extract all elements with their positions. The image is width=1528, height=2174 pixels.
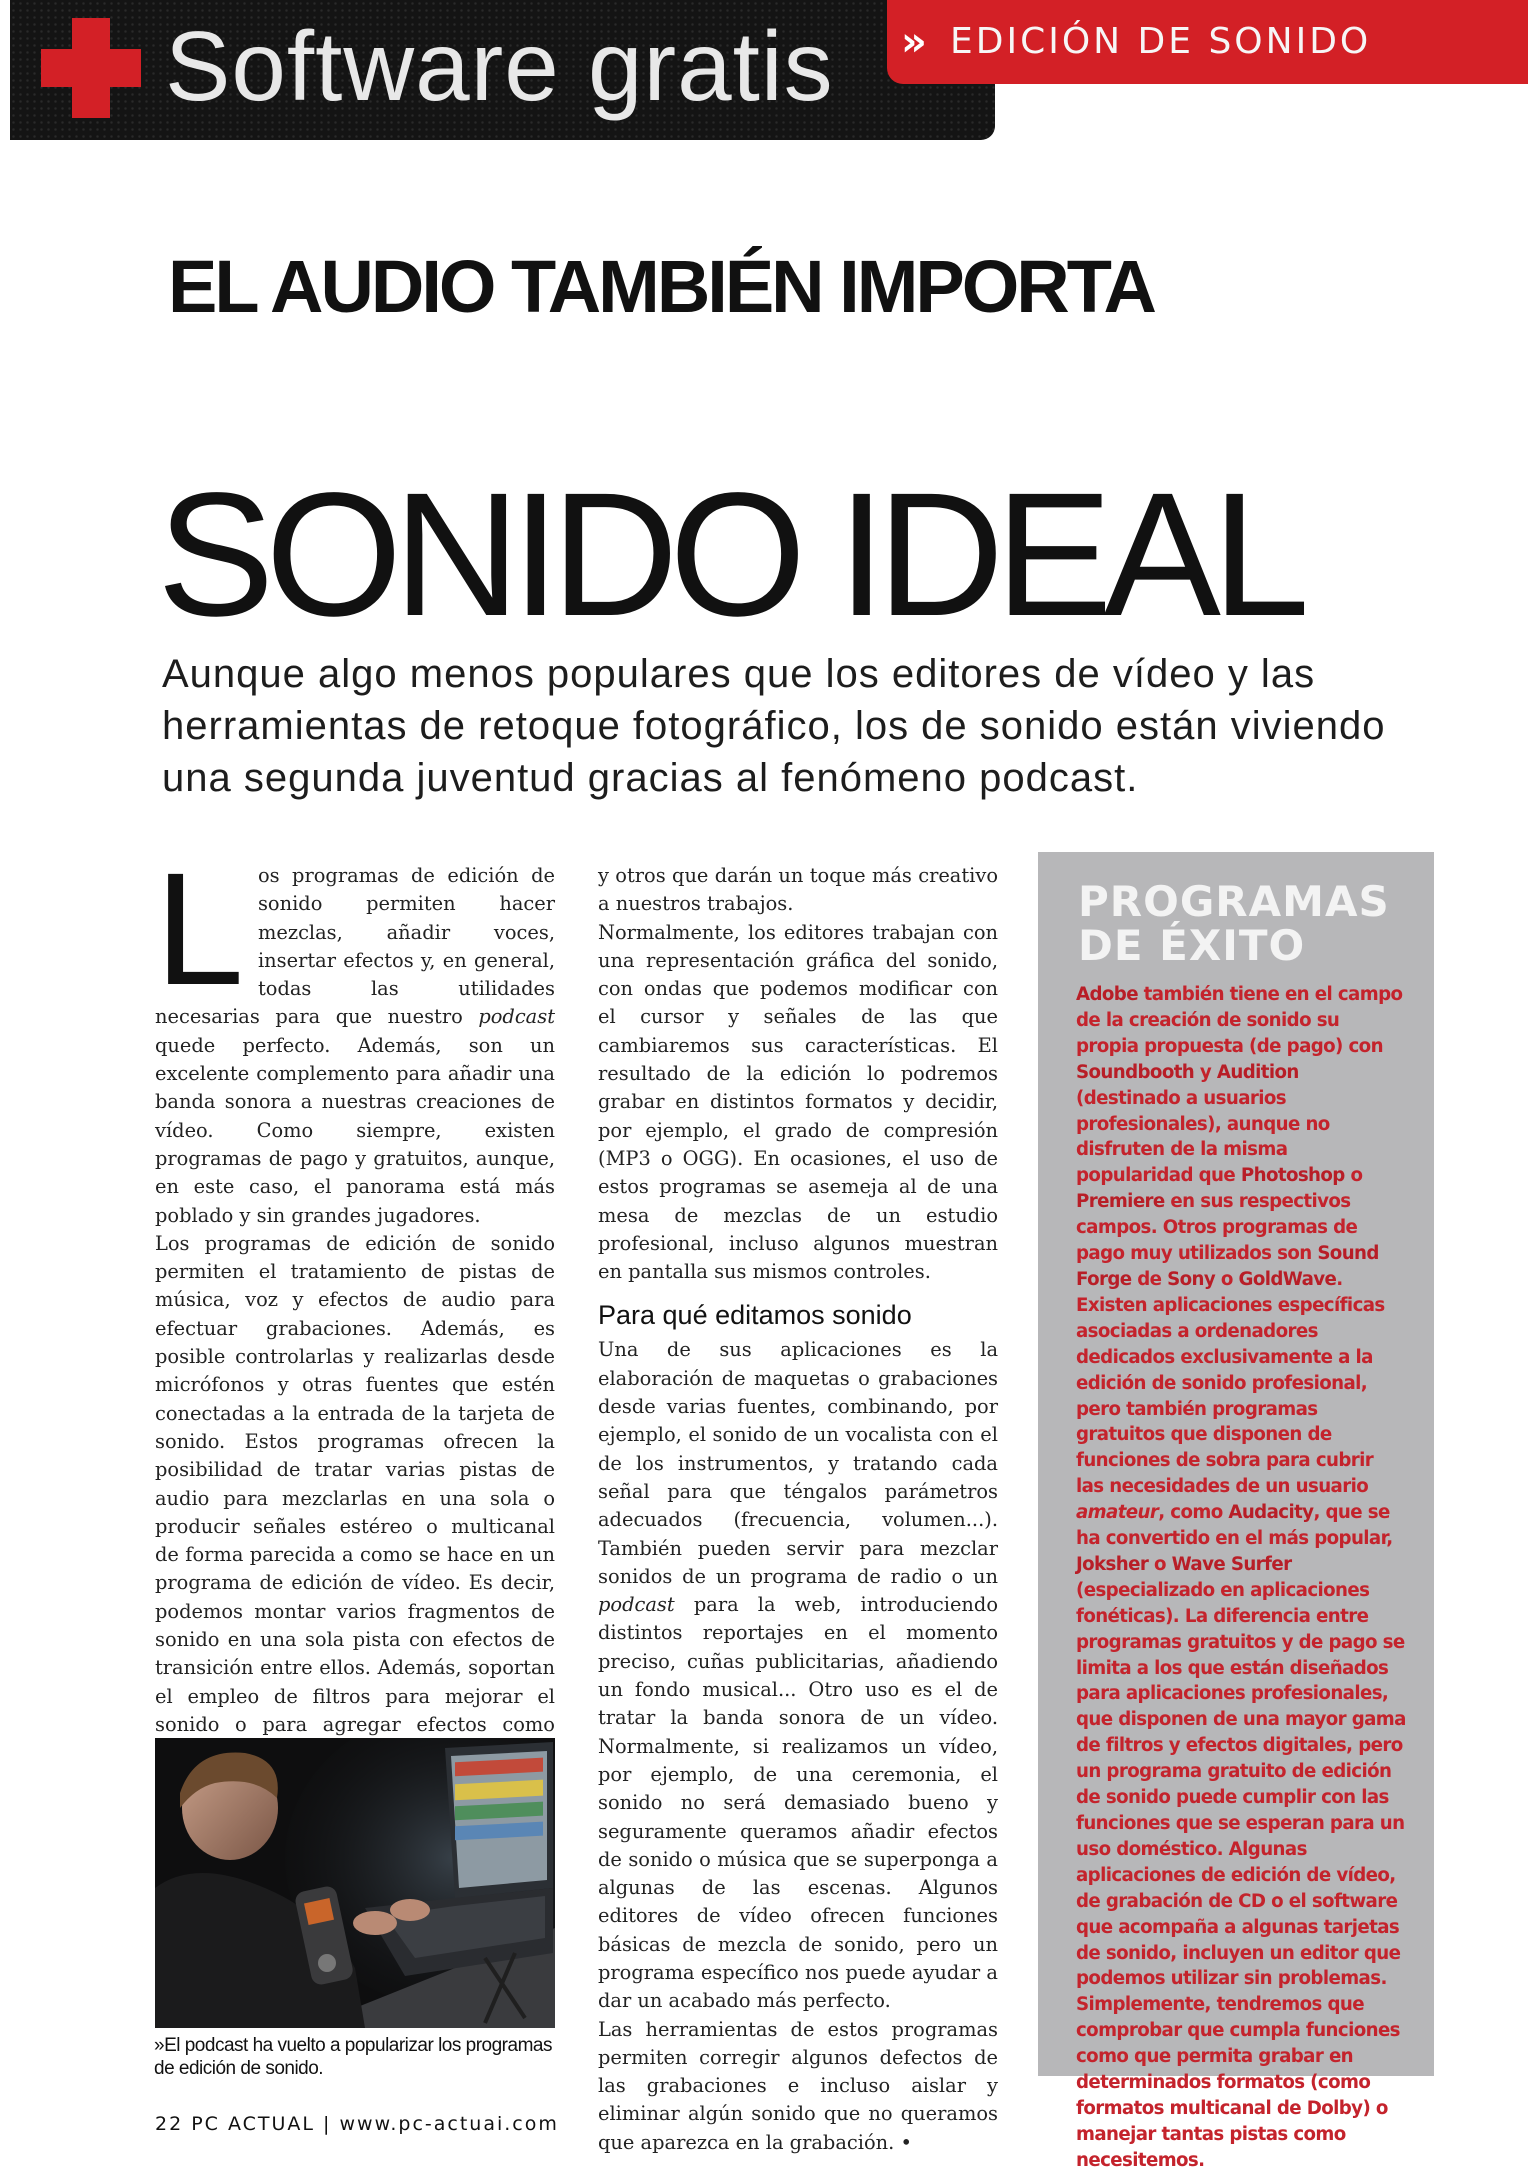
sidebar-text-14: o (1215, 1268, 1239, 1290)
article-kicker: EL AUDIO TAMBIÉN IMPORTA (168, 245, 1154, 328)
paragraph-1-text-b: quede perfecto. Además, son un excelente complemento para añadir una banda sonora a nuestras creaciones de vídeo. Como siempre, existen programas de pago y gratuitos, aunque, en este caso, el panorama está más poblado y sin grandes jugadores. (155, 1033, 555, 1227)
sidebar-brand-premiere: Premiere (1076, 1191, 1165, 1213)
photo-illustration (155, 1738, 555, 2028)
article-lead: Aunque algo menos populares que los editores de vídeo y las herramientas de retoque fotográfico, los de sonido están viviendo una segunda juventud gracias al fenómeno podcast. (162, 652, 1386, 800)
sidebar-brand-joksher: Joksher (1076, 1553, 1149, 1575)
red-cross-icon-bar (41, 49, 141, 87)
sidebar-brand-sony: Sony (1167, 1268, 1216, 1290)
sidebar-brand-wave-surfer: Wave Surfer (1171, 1553, 1292, 1575)
sidebar-text-12: de (1131, 1268, 1168, 1290)
paragraph-6: Las herramientas de estos programas permiten corregir algunos defectos de las grabaciones e incluso aislar y eliminar algún sonido que no queramos que aparezca en la grabación. • (598, 2017, 998, 2154)
sidebar-brand-goldwave: GoldWave (1238, 1268, 1337, 1290)
sidebar-text-16: . Existen aplicaciones específicas asociadas a ordenadores dedicados exclusivamente a la edición de sonido profesional, pero también programas gratuitos que disponen de funciones de sobra para cubrir las necesidades de un usuario (1076, 1268, 1385, 1498)
sidebar-text (1076, 982, 1406, 2174)
sidebar-text-18: , como (1158, 1502, 1229, 1524)
body-column-1 (155, 839, 555, 1768)
sidebar-brand-audition: Audition (1216, 1061, 1299, 1083)
drop-cap: L (155, 839, 244, 1018)
sidebar-emphasis-amateur: amateur (1076, 1502, 1159, 1524)
paragraph-1 (155, 839, 555, 1230)
paragraph-1-text-a: os programas de edición de sonido permiten hacer mezclas, añadir voces, insertar efectos y, en general, todas las utilidades necesarias para que nuestro (155, 864, 555, 1029)
paragraph-4: Normalmente, los editores trabajan con una representación gráfica del sonido, con ondas que podemos modificar con el cursor y señales de las que cambiaremos sus características. El resultado de la edición lo podremos grabar en distintos formatos y decidir, por ejemplo, el grado de compresión (MP3 o OGG). En ocasiones, el uso de estos programas se asemeja al de una mesa de mezclas de un estudio profesional, incluso algunos muestran en pantalla sus mismos controles. (598, 920, 998, 1284)
header-title: Software gratis (165, 11, 834, 121)
paragraph-5-text-b: para la web, introduciendo distintos reportajes en el momento preciso, cuñas publicitarias, añadiendo un fondo musical... Otro uso es el de tratar la banda sonora de un vídeo. Normalmente, si realizamos un vídeo, por ejemplo, de una ceremonia, el sonido no será demasiado bueno y seguramente queramos añadir efectos de sonido o música que se superponga a algunas de las escenas. Algunos editores de vídeo ofrecen funciones básicas de mezcla de sonido, pero un programa específico nos puede ayudar a dar un acabado más perfecto. (598, 1593, 998, 2013)
sidebar-text-24: (especializado en aplicaciones fonéticas). La diferencia entre programas gratuitos y de pago se limita a los que están diseñados para aplicaciones profesionales, que disponen de una mayor gama de filtros y efectos digitales, pero un programa gratuito de edición de sonido puede cumplir con las funciones que se esperan para un uso doméstico. Algunas aplicaciones de edición de vídeo, de grabación de CD o el software que acompaña a algunas tarjetas de sonido, incluyen un editor que podemos utilizar sin problemas. Simplemente, tendremos que comprobar que cumpla funciones como que permita grabar en determinados formatos (como formatos multicanal de Dolby) o manejar tantas pistas como necesitemos. (1076, 1579, 1406, 2171)
sidebar-text-2: también tiene en el campo de la creación de sonido su propia propuesta (de pago) con (1076, 984, 1403, 1057)
paragraph-2: Los programas de edición de sonido permiten el tratamiento de pistas de música, voz y efectos de audio para efectuar grabaciones. Además, es posible controlarlas y realizarlas desde micrófonos y otras fuentes que estén conectadas a la entrada de la tarjeta de sonido. Estos programas ofrecen la posibilidad de tratar varias pistas de audio para mezclarlas en una sola o producir señales estéreo o multicanal de forma parecida a como se hace en un programa de edición de vídeo. Es decir, podemos montar varios fragmentos de sonido en una sola pista con efectos de transición entre ellos. Además, soportan el empleo de filtros para mejorar el sonido o para agregar efectos como (155, 1231, 555, 1736)
section-label: EDICIÓN DE SONIDO (950, 21, 1372, 62)
paragraph-1-emphasis: podcast (478, 1005, 555, 1029)
paragraph-5-emphasis: podcast (598, 1593, 675, 1617)
photo-caption: »El podcast ha vuelto a popularizar los programas de edición de sonido. (154, 2035, 552, 2079)
paragraph-5-text-a: Una de sus aplicaciones es la elaboración de maquetas o grabaciones desde varias fuentes, combinando, por ejemplo, el sonido de un vocalista con el de los instrumentos, y tratando cada señal para que téngalos parámetros adecuados (frecuencia, volumen...). También pueden servir para mezclar sonidos de un programa de radio o un (598, 1338, 998, 1588)
sidebar-text-22: o (1148, 1553, 1172, 1575)
photo-man-with-laptop (155, 1738, 555, 2028)
section-subhead: Para qué editamos sonido (598, 1300, 912, 1331)
double-chevron-icon: » (901, 19, 927, 65)
paragraph-3: y otros que darán un toque más creativo a nuestros trabajos. (598, 864, 998, 916)
sidebar-brand-sound-forge: Sound Forge (1076, 1243, 1379, 1290)
paragraph-5 (598, 1336, 998, 2015)
sidebar-title: PROGRAMAS DE ÉXITO (1078, 877, 1390, 970)
sidebar-brand-adobe: Adobe (1076, 984, 1138, 1005)
sidebar-brand-soundbooth: Soundbooth (1076, 1061, 1195, 1083)
page-footer: 22 PC ACTUAL | www.pc-actuai.com (155, 2113, 559, 2135)
sidebar-text-10: en sus respectivos campos. Otros programas de pago muy utilizados son (1076, 1191, 1358, 1265)
sidebar-brand-photoshop: Photoshop (1240, 1165, 1345, 1187)
sidebar-text-8: o (1344, 1165, 1363, 1187)
article-title: SONIDO IDEAL (157, 457, 1301, 653)
sidebar-text-4: y (1194, 1061, 1217, 1083)
body-column-2 (598, 862, 998, 2157)
sidebar-brand-audacity: Audacity (1228, 1502, 1314, 1524)
sidebar-text-6: (destinado a usuarios profesionales), aunque no disfruten de la misma popularidad que (1076, 1087, 1330, 1187)
sidebar-text-20: , que se ha convertido en el más popular, (1076, 1502, 1393, 1550)
